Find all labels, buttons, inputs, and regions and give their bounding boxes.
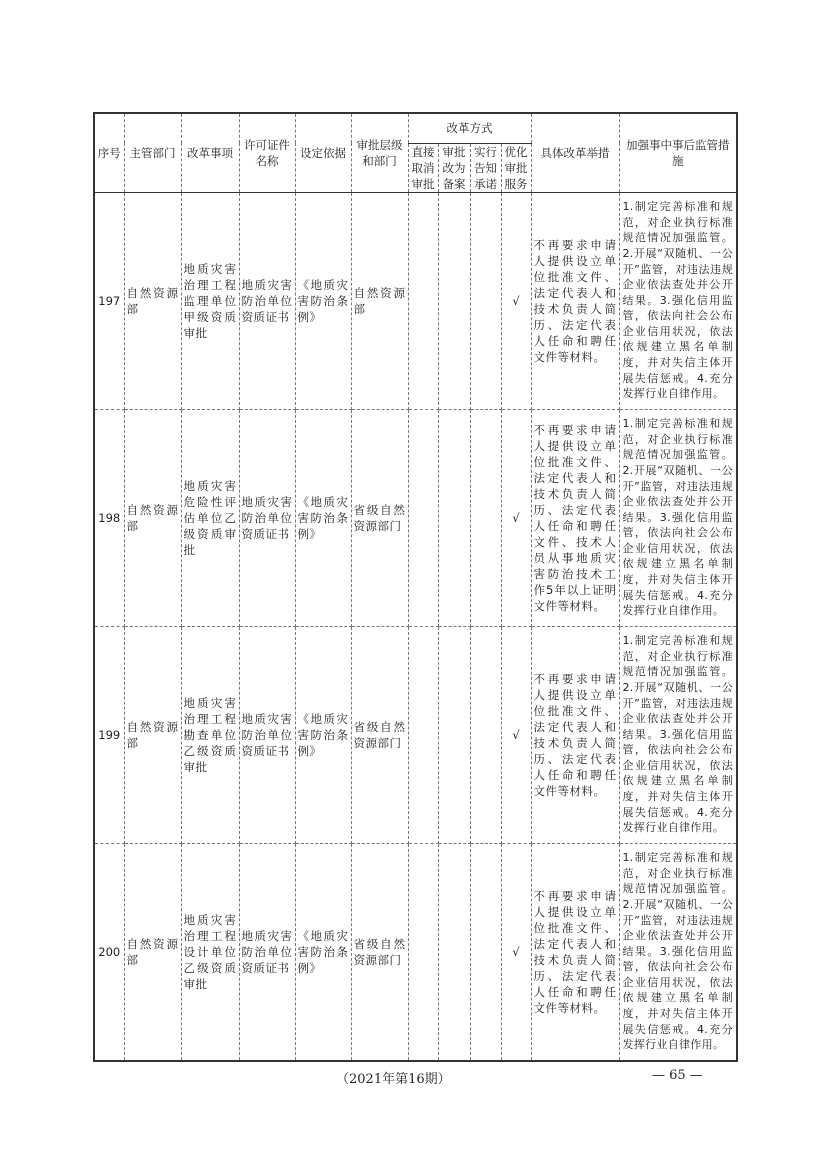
cell-seq: 197 (94, 192, 124, 409)
header-dept: 主管部门 (124, 113, 181, 192)
header-measures: 具体改革举措 (531, 113, 619, 192)
cell-supervision: 1.制定完善标准和规范，对企业执行标准规范情况加强监管。2.开展“双随机、一公开”监管，对违法违规企业依法查处并公开结果。3.强化信用监管，依法向社会公布企业信用状况，依法依规建立黑名单制度，并对失信主体开展失信惩戒。4.充分发挥行业自律作用。 (619, 843, 737, 1061)
cell-license: 地质灾害防治单位资质证书 (239, 626, 295, 843)
header-m1: 直接取消审批 (408, 143, 438, 192)
table-row (94, 192, 737, 409)
cell-level: 省级自然资源部门 (351, 626, 408, 843)
cell-m1 (408, 843, 438, 1061)
table-row (94, 409, 737, 626)
cell-dept: 自然资源部 (124, 192, 181, 409)
cell-seq: 200 (94, 843, 124, 1061)
cell-basis: 《地质灾害防治条例》 (295, 409, 351, 626)
cell-measures: 不再要求申请人提供设立单位批准文件、法定代表人和技术负责人简历、法定代表人任命和聘任文件等材料。 (531, 192, 619, 409)
cell-dept: 自然资源部 (124, 843, 181, 1061)
cell-m4: √ (501, 843, 531, 1061)
header-seq: 序号 (94, 113, 124, 192)
table-row (94, 626, 737, 843)
cell-m4: √ (501, 626, 531, 843)
cell-m2 (438, 409, 470, 626)
header-basis: 设定依据 (295, 113, 351, 192)
cell-m1 (408, 192, 438, 409)
cell-m2 (438, 192, 470, 409)
cell-supervision: 1.制定完善标准和规范，对企业执行标准规范情况加强监管。2.开展“双随机、一公开”监管，对违法违规企业依法查处并公开结果。3.强化信用监管，依法向社会公布企业信用状况，依法依规建立黑名单制度，并对失信主体开展失信惩戒。4.充分发挥行业自律作用。 (619, 192, 737, 409)
cell-seq: 199 (94, 626, 124, 843)
cell-m1 (408, 409, 438, 626)
cell-m4: √ (501, 409, 531, 626)
header-supervision: 加强事中事后监管措施 (619, 113, 737, 192)
cell-level: 省级自然资源部门 (351, 409, 408, 626)
table-row (94, 843, 737, 1061)
issue-label: （2021年第16期） (336, 1072, 451, 1087)
cell-seq: 198 (94, 409, 124, 626)
header-methods: 改革方式 (408, 113, 531, 143)
cell-item: 地质灾害治理工程监理单位甲级资质审批 (181, 192, 239, 409)
cell-level: 自然资源部 (351, 192, 408, 409)
cell-dept: 自然资源部 (124, 409, 181, 626)
cell-license: 地质灾害防治单位资质证书 (239, 843, 295, 1061)
cell-m3 (470, 409, 501, 626)
page-number: — 65 — (652, 1068, 703, 1083)
header-license: 许可证件名称 (239, 113, 295, 192)
cell-supervision: 1.制定完善标准和规范，对企业执行标准规范情况加强监管。2.开展“双随机、一公开”监管，对违法违规企业依法查处并公开结果。3.强化信用监管，依法向社会公布企业信用状况，依法依规建立黑名单制度，并对失信主体开展失信惩戒。4.充分发挥行业自律作用。 (619, 626, 737, 843)
cell-item: 地质灾害治理工程勘查单位乙级资质审批 (181, 626, 239, 843)
reform-table (93, 112, 738, 1062)
cell-m2 (438, 626, 470, 843)
cell-dept: 自然资源部 (124, 626, 181, 843)
header-m2: 审批改为备案 (438, 143, 470, 192)
cell-m1 (408, 626, 438, 843)
header-item: 改革事项 (181, 113, 239, 192)
cell-m2 (438, 843, 470, 1061)
header-m3: 实行告知承诺 (470, 143, 501, 192)
cell-measures: 不再要求申请人提供设立单位批准文件、法定代表人和技术负责人简历、法定代表人任命和聘任文件等材料。 (531, 626, 619, 843)
cell-license: 地质灾害防治单位资质证书 (239, 192, 295, 409)
cell-supervision: 1.制定完善标准和规范，对企业执行标准规范情况加强监管。2.开展“双随机、一公开”监管，对违法违规企业依法查处并公开结果。3.强化信用监管，依法向社会公布企业信用状况，依法依规建立黑名单制度，并对失信主体开展失信惩戒。4.充分发挥行业自律作用。 (619, 409, 737, 626)
cell-level: 省级自然资源部门 (351, 843, 408, 1061)
cell-m4: √ (501, 192, 531, 409)
cell-m3 (470, 192, 501, 409)
cell-measures: 不再要求申请人提供设立单位批准文件、法定代表人和技术负责人简历、法定代表人任命和聘任文件、技术人员从事地质灾害防治技术工作5年以上证明文件等材料。 (531, 409, 619, 626)
cell-m3 (470, 843, 501, 1061)
cell-basis: 《地质灾害防治条例》 (295, 626, 351, 843)
cell-m3 (470, 626, 501, 843)
cell-item: 地质灾害治理工程设计单位乙级资质审批 (181, 843, 239, 1061)
cell-measures: 不再要求申请人提供设立单位批准文件、法定代表人和技术负责人简历、法定代表人任命和聘任文件等材料。 (531, 843, 619, 1061)
cell-license: 地质灾害防治单位资质证书 (239, 409, 295, 626)
cell-item: 地质灾害危险性评估单位乙级资质审批 (181, 409, 239, 626)
cell-basis: 《地质灾害防治条例》 (295, 843, 351, 1061)
cell-basis: 《地质灾害防治条例》 (295, 192, 351, 409)
header-level: 审批层级和部门 (351, 113, 408, 192)
header-m4: 优化审批服务 (501, 143, 531, 192)
